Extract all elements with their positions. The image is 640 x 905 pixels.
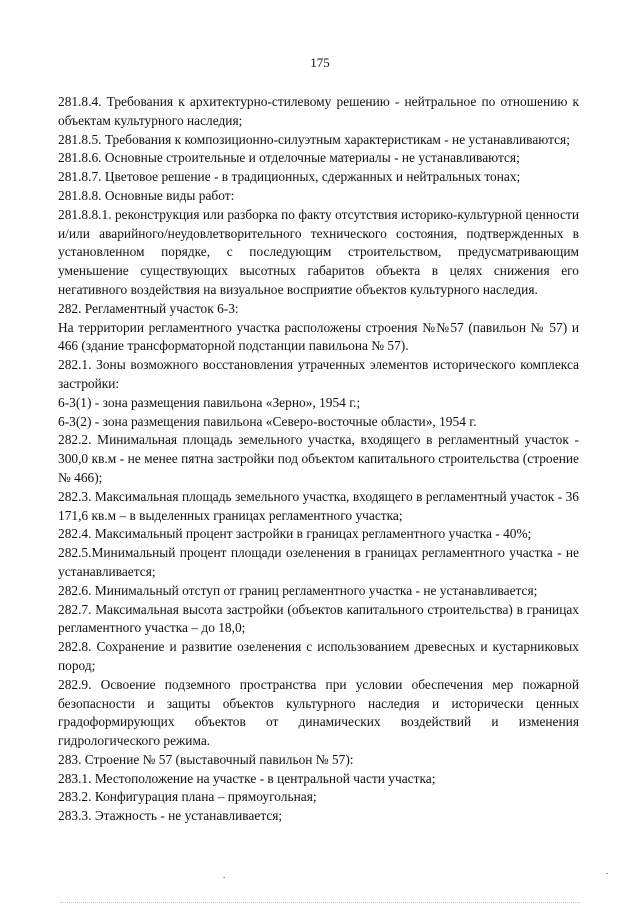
paragraph: 282.4. Максимальный процент застройки в границах регламентного участка - 40%; [58,526,532,542]
paragraph: 283.2. Конфигурация плана – прямоугольная; [58,789,317,805]
paragraph: 281.8.4. Требования к архитектурно-стилевому решению - нейтральное по отношению к объектам культурного наследия; [58,94,579,128]
paragraph: 282.6. Минимальный отступ от границ регламентного участка - не устанавливается; [58,582,538,598]
section-heading: 282. Регламентный участок 6-3: [58,300,239,316]
paragraph: 281.8.7. Цветовое решение - в традиционных, сдержанных и нейтральных тонах; [58,169,521,185]
paragraph: 281.8.6. Основные строительные и отделочные материалы - не устанавливаются; [58,150,520,166]
page-number: 175 [310,55,330,70]
scan-mark: . [223,870,226,880]
scan-edge [60,901,580,903]
paragraph: 281.8.8.1. реконструкция или разборка по факту отсутствия историко-культурной ценности и/или аварийного/неудовлетворительного технического состояния, подтвержденных в установленном порядке, с последующим строительством, предусматривающим уменьшение существующих высотных габаритов объекта в целях снижения его негативного воздействия на визуальное восприятие объектов культурного наследия. [58,206,579,297]
section-heading: 283. Строение № 57 (выставочный павильон № 57): [58,751,354,767]
paragraph: 283.1. Местоположение на участке - в центральной части участка; [58,770,436,786]
scan-mark: . [606,866,609,876]
paragraph: 282.2. Минимальная площадь земельного участка, входящего в регламентный участок - 300,0 кв.м - не менее пятна застройки под объектом капитального строительства (строение № 466); [58,432,579,485]
paragraph: 6-3(1) - зона размещения павильона «Зерно», 1954 г.; [58,394,361,410]
paragraph: 281.8.8. Основные виды работ: [58,187,235,203]
paragraph: 282.1. Зоны возможного восстановления утраченных элементов исторического комплекса застройки: [58,357,579,391]
paragraph: 282.7. Максимальная высота застройки (объектов капитального строительства) в границах регламентного участка – до 18,0; [58,601,579,636]
paragraph: На территории регламентного участка расположены строения №№57 (павильон № 57) и 466 (здание трансформаторной подстанции павильона № 57). [58,319,579,354]
paragraph: 282.5.Минимальный процент площади озеленения в границах регламентного участка - не устанавливается; [58,545,579,579]
paragraph: 282.9. Освоение подземного пространства при условии обеспечения мер пожарной безопасности и защиты объектов культурного наследия и исторически ценных градоформирующих объектов от динамических воздействий и изменения гидрологического режима. [58,676,579,749]
paragraph: 282.8. Сохранение и развитие озеленения с использованием древесных и кустарниковых пород; [58,639,579,673]
document-body [58,93,579,826]
paragraph: 6-3(2) - зона размещения павильона «Северо-восточные области», 1954 г. [58,413,477,429]
paragraph: 281.8.5. Требования к композиционно-силуэтным характеристикам - не устанавливаются; [58,131,570,147]
paragraph: 282.3. Максимальная площадь земельного участка, входящего в регламентный участок - 36 171,6 кв.м – в выделенных границах регламентного участка; [58,488,579,523]
paragraph: 283.3. Этажность - не устанавливается; [58,808,283,824]
